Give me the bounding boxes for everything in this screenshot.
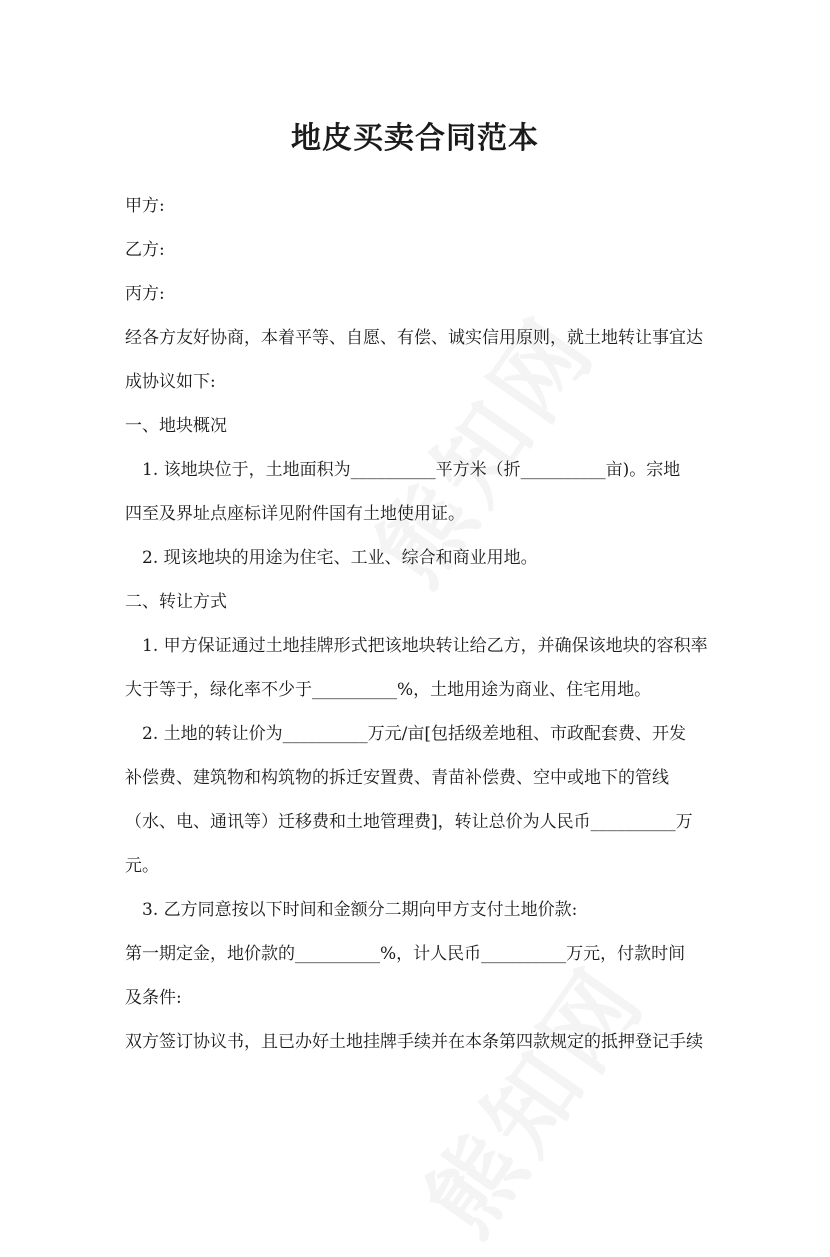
section-heading: 二、转让方式 (125, 592, 227, 612)
preamble-line: 经各方友好协商，本着平等、自愿、有偿、诚实信用原则，就土地转让事宜达 (125, 328, 703, 348)
section-heading: 一、地块概况 (125, 416, 227, 436)
document-body (125, 184, 725, 1064)
clause-line: 1. 甲方保证通过土地挂牌形式把该地块转让给乙方，并确保该地块的容积率 (142, 636, 708, 656)
document-title: 地皮买卖合同范本 (291, 121, 539, 156)
clause-line: 补偿费、建筑物和构筑物的拆迁安置费、青苗补偿费、空中或地下的管线 (125, 768, 669, 788)
clause-line: 及条件: (125, 988, 182, 1008)
clause-line: （水、电、通讯等）迁移费和土地管理费]，转让总价为人民币__________万 (125, 812, 693, 832)
clause-line: 四至及界址点座标详见附件国有土地使用证。 (125, 504, 465, 524)
preamble-line: 成协议如下: (125, 372, 216, 392)
party-a-line: 甲方: (125, 196, 165, 216)
clause-line: 2. 土地的转让价为__________万元/亩[包括级差地租、市政配套费、开发 (142, 724, 686, 744)
clause-line: 大于等于，绿化率不少于__________%，土地用途为商业、住宅用地。 (125, 680, 652, 700)
party-c-line: 丙方: (125, 284, 165, 304)
clause-line: 3. 乙方同意按以下时间和金额分二期向甲方支付土地价款: (142, 900, 578, 920)
clause-line: 第一期定金，地价款的__________%，计人民币__________万元，付款时间 (125, 944, 686, 964)
clause-line: 双方签订协议书，且已办好土地挂牌手续并在本条第四款规定的抵押登记手续 (125, 1032, 703, 1052)
clause-line: 1. 该地块位于，土地面积为__________平方米（折__________亩)。宗地 (142, 460, 681, 480)
clause-line: 2. 现该地块的用途为住宅、工业、综合和商业用地。 (142, 548, 538, 568)
party-b-line: 乙方: (125, 240, 165, 260)
clause-line: 元。 (125, 856, 159, 876)
